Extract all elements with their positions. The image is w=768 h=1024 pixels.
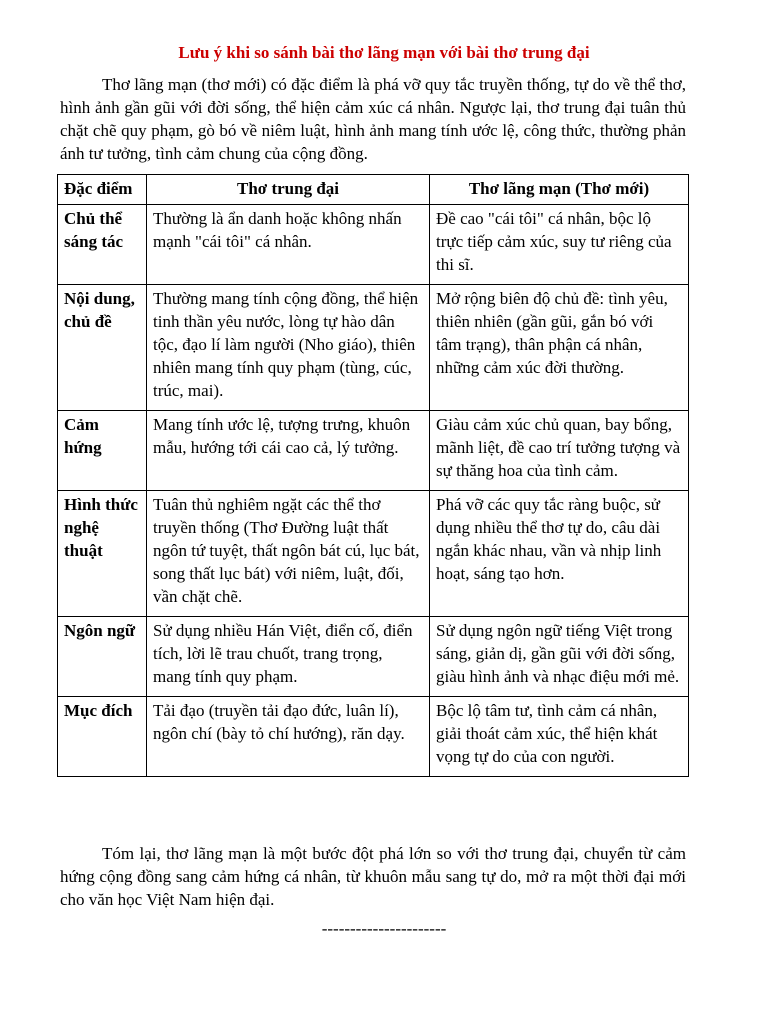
- table-row: [58, 285, 689, 411]
- row-criterion: Nội dung, chủ đề: [58, 285, 147, 411]
- separator-line: ----------------------: [321, 919, 447, 938]
- intro-paragraph: Thơ lãng mạn (thơ mới) có đặc điểm là phá vỡ quy tắc truyền thống, tự do về thể thơ, hình ảnh gần gũi với đời sống, thể hiện cảm xúc cá nhân. Ngược lại, thơ trung đại tuân thủ chặt chẽ quy phạm, gò bó về niêm luật, hình ảnh mang tính ước lệ, công thức, thường phản ánh tư tưởng, tình cảm chung của cộng đồng.: [60, 75, 686, 163]
- header-medieval: Thơ trung đại: [147, 175, 430, 205]
- row-criterion: Ngôn ngữ: [58, 617, 147, 697]
- row-criterion: Chủ thể sáng tác: [58, 205, 147, 285]
- row-medieval: Thường mang tính cộng đồng, thể hiện tinh thần yêu nước, lòng tự hào dân tộc, đạo lí làm người (Nho giáo), thiên nhiên mang tính quy phạm (tùng, cúc, trúc, mai).: [147, 285, 430, 411]
- row-criterion: Cảm hứng: [58, 411, 147, 491]
- row-medieval: Mang tính ước lệ, tượng trưng, khuôn mẫu, hướng tới cái cao cả, lý tưởng.: [147, 411, 430, 491]
- row-criterion: Hình thức nghệ thuật: [58, 491, 147, 617]
- row-romantic: Mở rộng biên độ chủ đề: tình yêu, thiên nhiên (gần gũi, gắn bó với tâm trạng), thân phận cá nhân, những cảm xúc đời thường.: [430, 285, 689, 411]
- table-row: [58, 617, 689, 697]
- document-title: Lưu ý khi so sánh bài thơ lãng mạn với bài thơ trung đại: [178, 43, 590, 62]
- table-row: [58, 491, 689, 617]
- row-romantic: Phá vỡ các quy tắc ràng buộc, sử dụng nhiều thể thơ tự do, câu dài ngắn khác nhau, vần và nhịp linh hoạt, sáng tạo hơn.: [430, 491, 689, 617]
- row-romantic: Đề cao "cái tôi" cá nhân, bộc lộ trực tiếp cảm xúc, suy tư riêng của thi sĩ.: [430, 205, 689, 285]
- comparison-table: [57, 174, 689, 777]
- row-romantic: Sử dụng ngôn ngữ tiếng Việt trong sáng, giản dị, gần gũi với đời sống, giàu hình ảnh và nhạc điệu mới mẻ.: [430, 617, 689, 697]
- table-row: [58, 697, 689, 777]
- conclusion-paragraph: Tóm lại, thơ lãng mạn là một bước đột phá lớn so với thơ trung đại, chuyển từ cảm hứng cộng đồng sang cảm hứng cá nhân, từ khuôn mẫu sang tự do, mở ra một thời đại mới cho văn học Việt Nam hiện đại.: [60, 844, 686, 909]
- row-criterion: Mục đích: [58, 697, 147, 777]
- row-medieval: Tải đạo (truyền tải đạo đức, luân lí), ngôn chí (bày tỏ chí hướng), răn dạy.: [147, 697, 430, 777]
- header-criterion: Đặc điểm: [58, 175, 147, 205]
- row-romantic: Bộc lộ tâm tư, tình cảm cá nhân, giải thoát cảm xúc, thể hiện khát vọng tự do của con người.: [430, 697, 689, 777]
- table-header: [58, 175, 689, 205]
- header-romantic: Thơ lãng mạn (Thơ mới): [430, 175, 689, 205]
- row-medieval: Tuân thủ nghiêm ngặt các thể thơ truyền thống (Thơ Đường luật thất ngôn tứ tuyệt, thất ngôn bát cú, lục bát, song thất lục bát) với niêm, luật, đối, vần chặt chẽ.: [147, 491, 430, 617]
- row-romantic: Giàu cảm xúc chủ quan, bay bổng, mãnh liệt, đề cao trí tưởng tượng và sự thăng hoa của tình cảm.: [430, 411, 689, 491]
- table-header-row: [58, 175, 689, 205]
- row-medieval: Sử dụng nhiều Hán Việt, điển cố, điển tích, lời lẽ trau chuốt, trang trọng, mang tính quy phạm.: [147, 617, 430, 697]
- table-body: [58, 205, 689, 777]
- table-row: [58, 205, 689, 285]
- row-medieval: Thường là ẩn danh hoặc không nhấn mạnh "cái tôi" cá nhân.: [147, 205, 430, 285]
- table-row: [58, 411, 689, 491]
